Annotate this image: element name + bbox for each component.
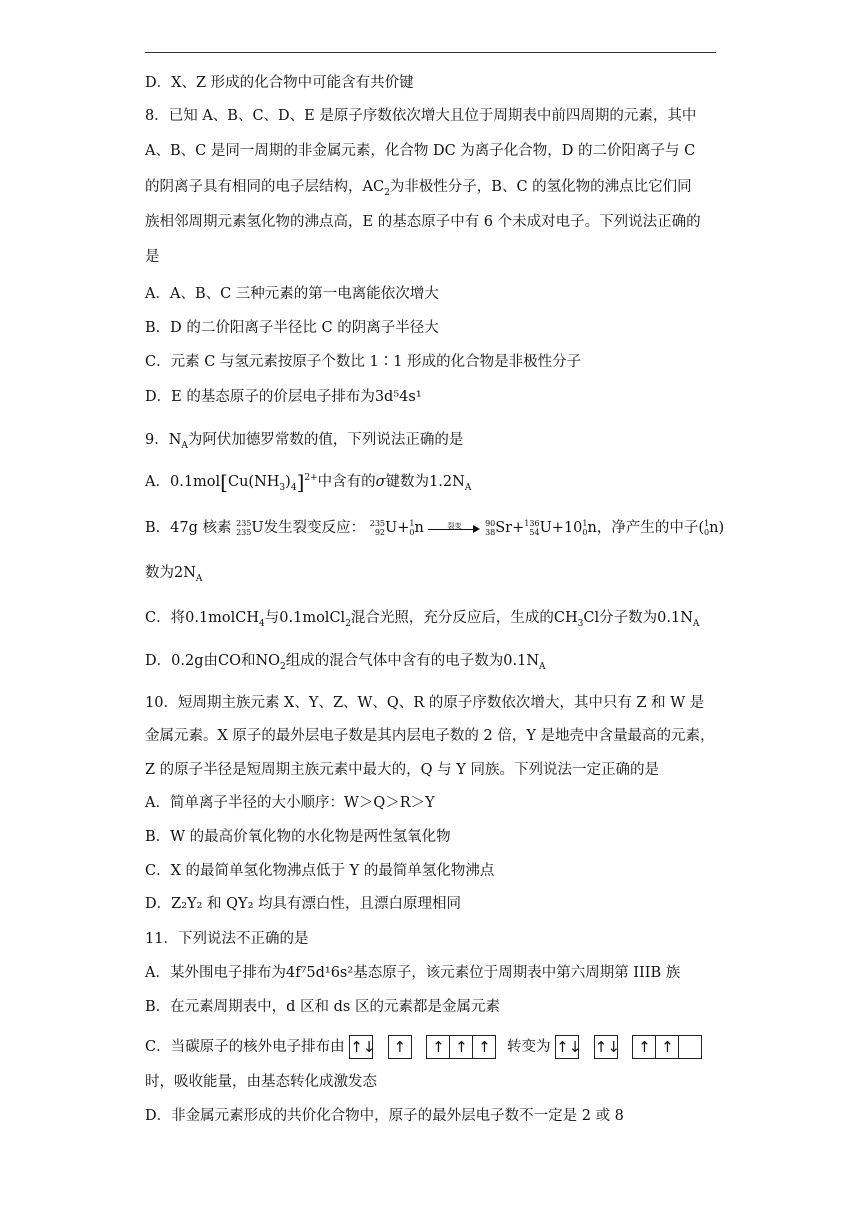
- q11-option-b: B．在元素周期表中，d 区和 ds 区的元素都是金属元素: [145, 999, 500, 1015]
- orbital-box-2s-a: ↑: [388, 1035, 412, 1059]
- q9-option-a: A．$0.1mol[Cu(NH_3)_4]^{2+}$中含有的σ键数为$1.2N_A$: [145, 470, 472, 494]
- q8-option-d: D．E 的基态原子的价层电子排布为3d⁵4s¹: [145, 389, 422, 405]
- formula-ac2: $AC_2$: [362, 179, 390, 198]
- q10-option-a: A．简单离子半径的大小顺序：W＞Q＞R＞Y: [145, 795, 435, 811]
- q8-line-2: A、B、C 是同一周期的非金属元素，化合物 DC 为离子化合物，D 的二价阳离子与 C: [145, 143, 696, 159]
- q11-option-d: D．非金属元素形成的共价化合物中，原子的最外层电子数不一定是 2 或 8: [145, 1108, 624, 1124]
- q9-option-d: D．0.2g由CO和$NO_2$组成的混合气体中含有的电子数为$0.1N_A$: [145, 653, 546, 672]
- q9-stem: 9．$N_A$为阿伏加德罗常数的值，下列说法正确的是: [145, 432, 464, 451]
- q11-option-c-cont: 时，吸收能量，由基态转化成激发态: [145, 1074, 377, 1090]
- avogadro-symbol: $N_A$: [168, 432, 188, 451]
- orbital-box-2p-a: ↑ ↑ ↑: [426, 1035, 496, 1059]
- electron-config-e: 3d⁵4s¹: [374, 389, 422, 405]
- q8-line-4: 族相邻周期元素氢化物的沸点高，E 的基态原子中有 6 个未成对电子。下列说法正确的: [145, 214, 701, 230]
- q10-line-2: 金属元素。X 原子的最外层电子数是其内层电子数的 2 倍，Y 是地壳中含量最高的元素，: [145, 728, 715, 744]
- q8-line-1: 8．已知 A、B、C、D、E 是原子序数依次增大且位于周期表中前四周期的元素，其中: [145, 108, 697, 124]
- q10-line-1: 10．短周期主族元素 X、Y、Z、W、Q、R 的原子序数依次增大，其中只有 Z 和 W 是: [145, 695, 705, 711]
- top-rule: [145, 52, 716, 53]
- q11-option-a: A．某外围电子排布为4f⁷5d¹6s²基态原子，该元素位于周期表中第六周期第 IIIB 族: [145, 965, 681, 981]
- q10-option-c: C．X 的最简单氢化物沸点低于 Y 的最简单氢化物沸点: [145, 863, 495, 879]
- q8-option-a: A．A、B、C 三种元素的第一电离能依次增大: [145, 286, 439, 302]
- fission-arrow: 裂变: [428, 521, 480, 535]
- orbital-box-1s-b: ↑↓: [555, 1035, 579, 1059]
- q11-option-c: C．当碳原子的核外电子排布由 ↑↓ ↑ ↑ ↑ ↑ 转变为 ↑↓ ↑↓ ↑ ↑: [145, 1035, 702, 1059]
- q8-option-c: C．元素 C 与氢元素按原子个数比 1∶1 形成的化合物是非极性分子: [145, 354, 582, 370]
- q8-option-b: B．D 的二价阳离子半径比 C 的阴离子半径大: [145, 320, 439, 336]
- q9-option-b-cont: 数为$2N_A$: [145, 565, 203, 584]
- orbital-box-2p-b: ↑ ↑: [632, 1035, 702, 1059]
- q9-option-c: C．将0.1molCH$_4$与0.1molCl$_2$混合光照，充分反应后，生成的$CH_3Cl$分子数为$0.1N_A$: [145, 610, 700, 629]
- q8-line-3: 的阴离子具有相同的电子层结构，$AC_2$为非极性分子，B、C 的氢化物的沸点比它们同: [145, 179, 692, 198]
- q10-line-3: Z 的原子半径是短周期主族元素中最大的，Q 与 Y 同族。下列说法一定正确的是: [145, 762, 659, 778]
- q11-stem: 11．下列说法不正确的是: [145, 931, 309, 947]
- q10-option-b: B．W 的最高价氧化物的水化物是两性氢氧化物: [145, 829, 451, 845]
- q9-option-b: B．47g 核素 235 235 U发生裂变反应： 235 92 U+ 1 0 n 裂变 90 38 Sr+ 136 54 U+10 1 0 n，净产生的中子( 1 0 n): [145, 519, 725, 537]
- orbital-box-1s-a: ↑↓: [349, 1035, 373, 1059]
- q10-option-d: D．Z₂Y₂ 和 QY₂ 均具有漂白性，且漂白原理相同: [145, 896, 461, 912]
- orbital-box-2s-b: ↑↓: [594, 1035, 618, 1059]
- q8-line-5: 是: [145, 249, 160, 265]
- electron-config-f: 4f⁷5d¹6s²: [285, 965, 354, 981]
- sigma-symbol: σ: [375, 474, 386, 490]
- q7-option-d: D．X、Z 形成的化合物中可能含有共价键: [145, 75, 414, 91]
